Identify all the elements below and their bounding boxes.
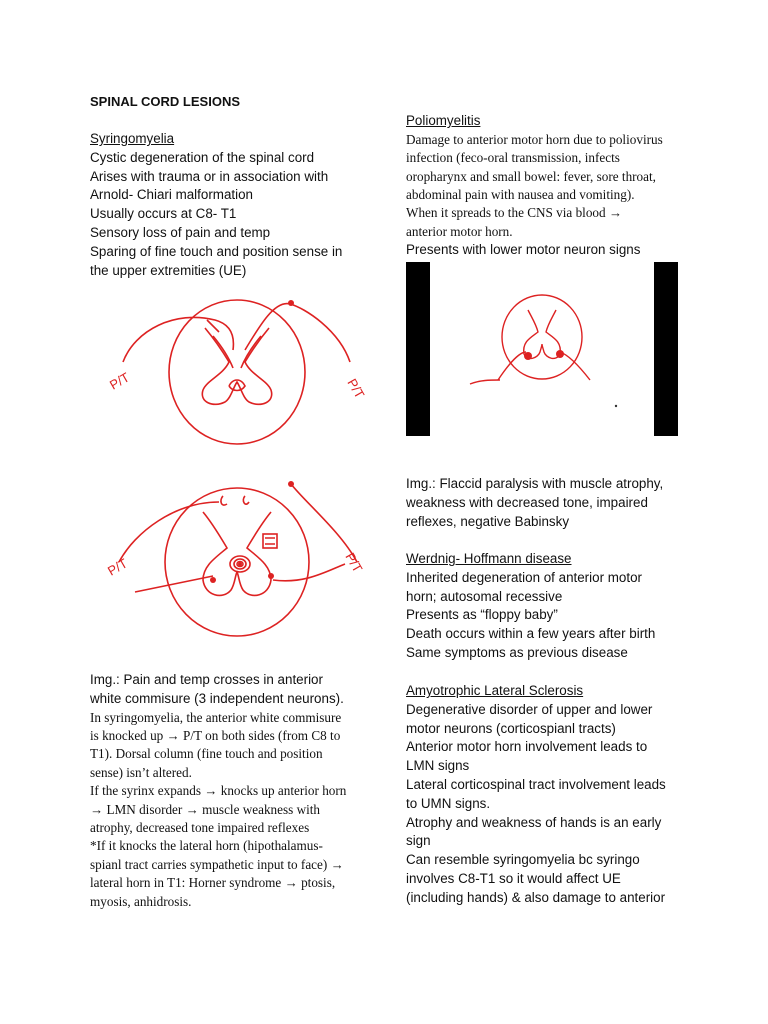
werdnig-line: Death occurs within a few years after birth [406, 626, 656, 642]
caption-line: white commisure (3 independent neurons). [90, 690, 344, 706]
spinal-cord-diagram-normal [95, 290, 380, 460]
werdnig-heading: Werdnig- Hoffmann disease [406, 551, 572, 566]
als-line: LMN signs [406, 758, 470, 774]
polio-diagram-frame [406, 262, 678, 436]
polio-heading: Poliomyelitis [406, 113, 481, 128]
polio-caption [406, 475, 698, 531]
black-bar-left [406, 262, 430, 436]
diagram-label: P/T [342, 550, 366, 576]
syringo-line: Arises with trauma or in association with [90, 168, 329, 184]
caption-line: Img.: Flaccid paralysis with muscle atrophy, [406, 476, 664, 491]
polio-section [406, 112, 698, 260]
caption-line: In syringomyelia, the anterior white commisure [90, 709, 342, 725]
werdnig-line: Inherited degeneration of anterior motor [406, 569, 642, 585]
syringo-line: Usually occurs at C8- T1 [90, 206, 237, 222]
als-line: Can resemble syringomyelia bc syringo [406, 852, 640, 868]
als-line: (including hands) & also damage to anterior [406, 889, 666, 905]
syringo-line: Sparing of fine touch and position sense in [90, 243, 343, 259]
als-line: Lateral corticospinal tract involvement leads [406, 776, 666, 792]
polio-line: oropharynx and small bowel: fever, sore throat, [406, 168, 656, 184]
caption-line: T1). Dorsal column (fine touch and position [90, 746, 323, 762]
spinal-cord-diagram-syrinx [95, 472, 380, 652]
syringo-line: Sensory loss of pain and temp [90, 224, 271, 240]
syringo-line: the upper extremities (UE) [90, 262, 247, 278]
caption-line: *If it knocks the lateral horn (hipothalamus- [90, 838, 323, 854]
als-section [406, 682, 698, 908]
als-line: sign [406, 833, 431, 849]
syringo-line: Cystic degeneration of the spinal cord [90, 149, 315, 165]
polio-line: Damage to anterior motor horn due to poliovirus [406, 131, 663, 147]
werdnig-line: Same symptoms as previous disease [406, 644, 628, 660]
als-line: Degenerative disorder of upper and lower [406, 701, 653, 717]
syringomyelia-section [90, 130, 380, 280]
als-line: Anterior motor horn involvement leads to [406, 739, 648, 755]
polio-line: anterior motor horn. [406, 223, 513, 239]
werdnig-section [406, 550, 698, 663]
caption-line: Img.: Pain and temp crosses in anterior [90, 672, 323, 687]
polio-line: infection (feco-oral transmission, infects [406, 150, 620, 166]
polio-line: abdominal pain with nausea and vomiting). [406, 187, 635, 203]
als-line: to UMN signs. [406, 795, 491, 811]
als-line: motor neurons (corticospianl tracts) [406, 720, 616, 736]
caption-line: weakness with decreased tone, impaired [406, 494, 648, 510]
als-line: involves C8-T1 so it would affect UE [406, 870, 621, 886]
caption-line: If the syrinx expands → knocks up anterior horn [90, 783, 347, 799]
black-bar-right [654, 262, 678, 436]
caption-line: sense) isn’t altered. [90, 764, 192, 780]
als-heading: Amyotrophic Lateral Sclerosis [406, 683, 584, 698]
caption-line: myosis, anhidrosis. [90, 893, 192, 909]
caption-line: lateral horn in T1: Horner syndrome → ptosis, [90, 875, 336, 891]
als-line: Atrophy and weakness of hands is an early [406, 814, 662, 830]
spinal-cord-diagram-polio [430, 262, 654, 436]
caption-line: is knocked up → P/T on both sides (from C8 to [90, 728, 341, 743]
werdnig-line: Presents as “floppy baby” [406, 607, 558, 623]
polio-line: Presents with lower motor neuron signs [406, 242, 641, 258]
polio-line: When it spreads to the CNS via blood → [406, 205, 623, 221]
syringomyelia-caption [90, 671, 380, 911]
caption-line: spianl tract carries sympathetic input to face) → [90, 856, 344, 872]
werdnig-line: horn; autosomal recessive [406, 588, 563, 604]
diagram-label: P/T [107, 369, 133, 393]
page-title: SPINAL CORD LESIONS [90, 94, 241, 109]
caption-line: → LMN disorder → muscle weakness with [90, 801, 321, 817]
syringomyelia-heading: Syringomyelia [90, 131, 175, 146]
syringo-line: Arnold- Chiari malformation [90, 187, 253, 203]
diagram-label: P/T [344, 376, 368, 402]
diagram-label: P/T [105, 555, 131, 579]
caption-line: atrophy, decreased tone impaired reflexes [90, 820, 310, 836]
caption-line: reflexes, negative Babinsky [406, 513, 570, 529]
